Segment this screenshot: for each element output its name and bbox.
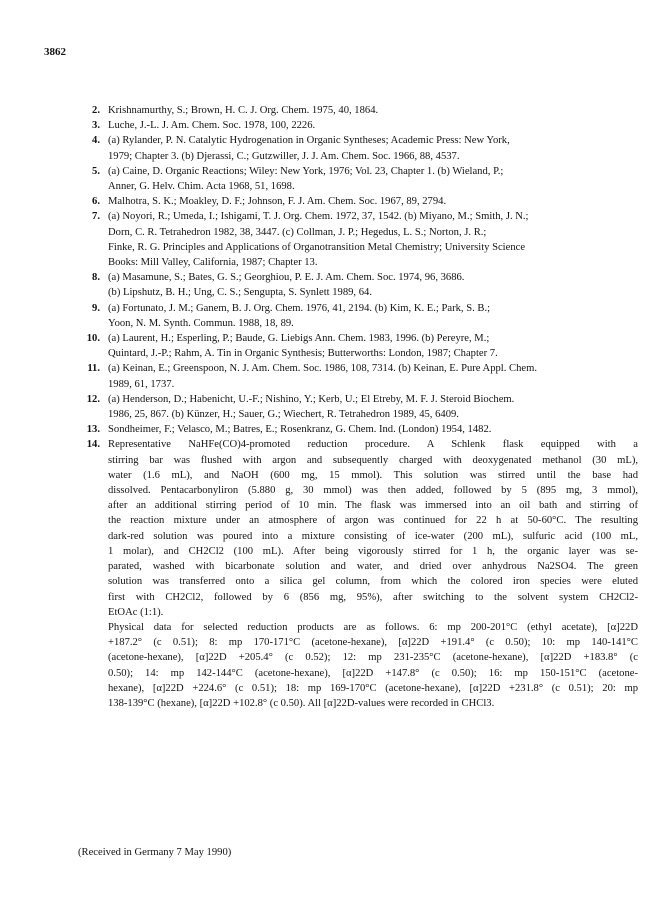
reference-number: 2. [92,105,100,116]
reference-entry [78,164,638,194]
reference-entry [78,103,638,118]
reference-line: (b) Lipshutz, B. H.; Ung, C. S.; Sengupta, S. Synlett 1989, 64. [108,287,372,299]
reference-number: 5. [92,165,100,177]
reference-line: Books: Mill Valley, California, 1987; Chapter 13. [108,257,318,269]
reference-text [108,103,638,118]
reference-line: Yoon, N. M. Synth. Commun. 1988, 18, 89. [108,317,294,329]
reference-number: 10. [86,333,100,345]
procedure-line: first with CH2Cl2, followed by 6 (856 mg, 95%), after switching to the solvent system CH2Cl2- [108,591,638,603]
reference-line: (a) Henderson, D.; Habenicht, U.-F.; Nishino, Y.; Kerb, U.; El Etreby, M. F. J. Steroid Biochem. [108,393,515,405]
reference-entry [78,301,638,331]
reference-entry [78,209,638,270]
reference-line: Malhotra, S. K.; Moakley, D. F.; Johnson, F. J. Am. Chem. Soc. 1967, 89, 2794. [108,196,447,208]
reference-line: 1986, 25, 867. (b) Künzer, H.; Sauer, G.; Wiechert, R. Tetrahedron 1989, 45, 6409. [108,409,459,421]
reference-line: (a) Keinan, E.; Greenspoon, N. J. Am. Chem. Soc. 1986, 108, 7314. (b) Keinan, E. Pure Appl. Chem. [108,363,537,375]
reference-number: 12. [86,393,100,405]
procedure-line: 1 molar), and CH2Cl2 (100 mL). After being vigorously stirred for 1 h, the organic layer was se- [108,545,638,557]
reference-number: 7. [92,211,100,223]
reference-text [108,422,638,437]
reference-number: 4. [92,135,100,147]
procedure-line: water (1.6 mL), and NaOH (600 mg, 15 mmol). This solution was stirred until the base had [108,469,638,481]
procedure-line: dissolved. Pentacarbonyliron (5.880 g, 30 mmol) was then added, followed by 5 (895 mg, 3 mmol), [108,485,638,497]
reference-entry [78,361,638,391]
reference-text [108,194,638,209]
reference-line: Finke, R. G. Principles and Applications of Organotransition Metal Chemistry; University Science [108,241,526,253]
reference-line: (a) Masamune, S.; Bates, G. S.; Georghiou, P. E. J. Am. Chem. Soc. 1974, 96, 3686. [108,272,465,284]
reference-line: (a) Rylander, P. N. Catalytic Hydrogenation in Organic Syntheses; Academic Press: New York, [108,135,510,147]
procedure-line: EtOAc (1:1). [108,606,164,618]
reference-line: 1989, 61, 1737. [108,378,175,390]
physical-data-line: Physical data for selected reduction products are as follows. 6: mp 200-201°C (ethyl acetate), [α]22D [108,621,638,633]
reference-text [108,133,638,163]
reference-line: (a) Caine, D. Organic Reactions; Wiley: New York, 1976; Vol. 23, Chapter 1. (b) Wieland, P.; [108,165,504,177]
reference-text [108,118,638,133]
reference-entry [78,194,638,209]
reference-line: Anner, G. Helv. Chim. Acta 1968, 51, 1698. [108,181,295,193]
reference-line: Krishnamurthy, S.; Brown, H. C. J. Org. Chem. 1975, 40, 1864. [108,105,379,116]
reference-text [108,301,638,331]
reference-text [108,361,638,391]
reference-text [108,164,638,194]
reference-text [108,270,638,300]
received-date: (Received in Germany 7 May 1990) [78,847,232,858]
procedure-line: Representative NaHFe(CO)4-promoted reduction procedure. A Schlenk flask equipped with a [108,439,638,451]
reference-entry [78,118,638,133]
reference-line: Dorn, C. R. Tetrahedron 1982, 38, 3447. (c) Collman, J. P.; Hegedus, L. S.; Norton, J. R.; [108,226,487,238]
reference-line: Luche, J.-L. J. Am. Chem. Soc. 1978, 100, 2226. [108,120,316,132]
reference-line: (a) Laurent, H.; Esperling, P.; Baude, G. Liebigs Ann. Chem. 1983, 1996. (b) Pereyre, M.; [108,333,490,345]
reference-number: 8. [92,272,100,284]
physical-data-line: +187.2° (c 0.51); 8: mp 170-171°C (acetone-hexane), [α]22D +191.4° (c 0.50); 10: mp 140-141°C [108,637,638,649]
page-number: 3862 [44,46,66,58]
procedure-line: the reaction mixture under an atmosphere of argon was continued for 22 h at 50-60°C. The resulting [108,515,638,527]
reference-list [78,103,638,711]
reference-number: 13. [86,424,100,436]
procedure-line: dark-red solution was poured into a mixture consisting of ice-water (200 mL), sulfuric acid (100 mL, [108,530,638,542]
procedure-line: after an additional stirring period of 10 min. The flask was immersed into an oil bath and stirring of [108,500,638,512]
reference-entry [78,270,638,300]
reference-text [108,331,638,361]
procedure-line: parated, washed with bicarbonate solution and water, and dried over anhydrous Na2SO4. The green [108,561,638,573]
reference-entry [78,392,638,422]
reference-line: (a) Noyori, R.; Umeda, I.; Ishigami, T. J. Org. Chem. 1972, 37, 1542. (b) Miyano, M.; Smith, J. N.; [108,211,529,223]
reference-number: 14. [86,439,100,451]
reference-entry [78,133,638,163]
procedure-line: stirring bar was flushed with argon and subsequently charged with deoxygenated methanol (30 mL), [108,454,638,466]
reference-text [108,437,638,711]
reference-line: (a) Fortunato, J. M.; Ganem, B. J. Org. Chem. 1976, 41, 2194. (b) Kim, K. E.; Park, S. B.; [108,302,491,314]
physical-data-line: hexane), [α]22D +224.6° (c 0.51); 18: mp 169-170°C (acetone-hexane), [α]22D +231.8° (c 0.51); 20: mp [108,682,638,694]
reference-line: 1979; Chapter 3. (b) Djerassi, C.; Gutzwiller, J. J. Am. Chem. Soc. 1966, 88, 4537. [108,150,460,162]
reference-line: Quintard, J.-P.; Rahm, A. Tin in Organic Synthesis; Butterworths: London, 1987; Chapter 7. [108,348,498,360]
reference-text [108,392,638,422]
reference-entry [78,331,638,361]
reference-number: 3. [92,120,100,132]
reference-number: 9. [92,302,100,314]
reference-entry [78,437,638,711]
reference-number: 11. [87,363,100,375]
physical-data-line: (acetone-hexane), [α]22D +205.4° (c 0.52); 12: mp 231-235°C (acetone-hexane), [α]22D +183.8° (c [108,652,638,664]
physical-data-line: 0.50); 14: mp 142-144°C (acetone-hexane), [α]22D +147.8° (c 0.50); 16: mp 150-151°C (acetone- [108,667,638,679]
reference-number: 6. [92,196,100,208]
reference-line: Sondheimer, F.; Velasco, M.; Batres, E.; Rosenkranz, G. Chem. Ind. (London) 1954, 1482. [108,424,492,436]
reference-entry [78,422,638,437]
procedure-line: solution was transferred onto a silica gel column, from which the colored iron species were eluted [108,576,638,588]
reference-text [108,209,638,270]
physical-data-line: 138-139°C (hexane), [α]22D +102.8° (c 0.50). All [α]22D-values were recorded in CHCl3. [108,697,495,709]
